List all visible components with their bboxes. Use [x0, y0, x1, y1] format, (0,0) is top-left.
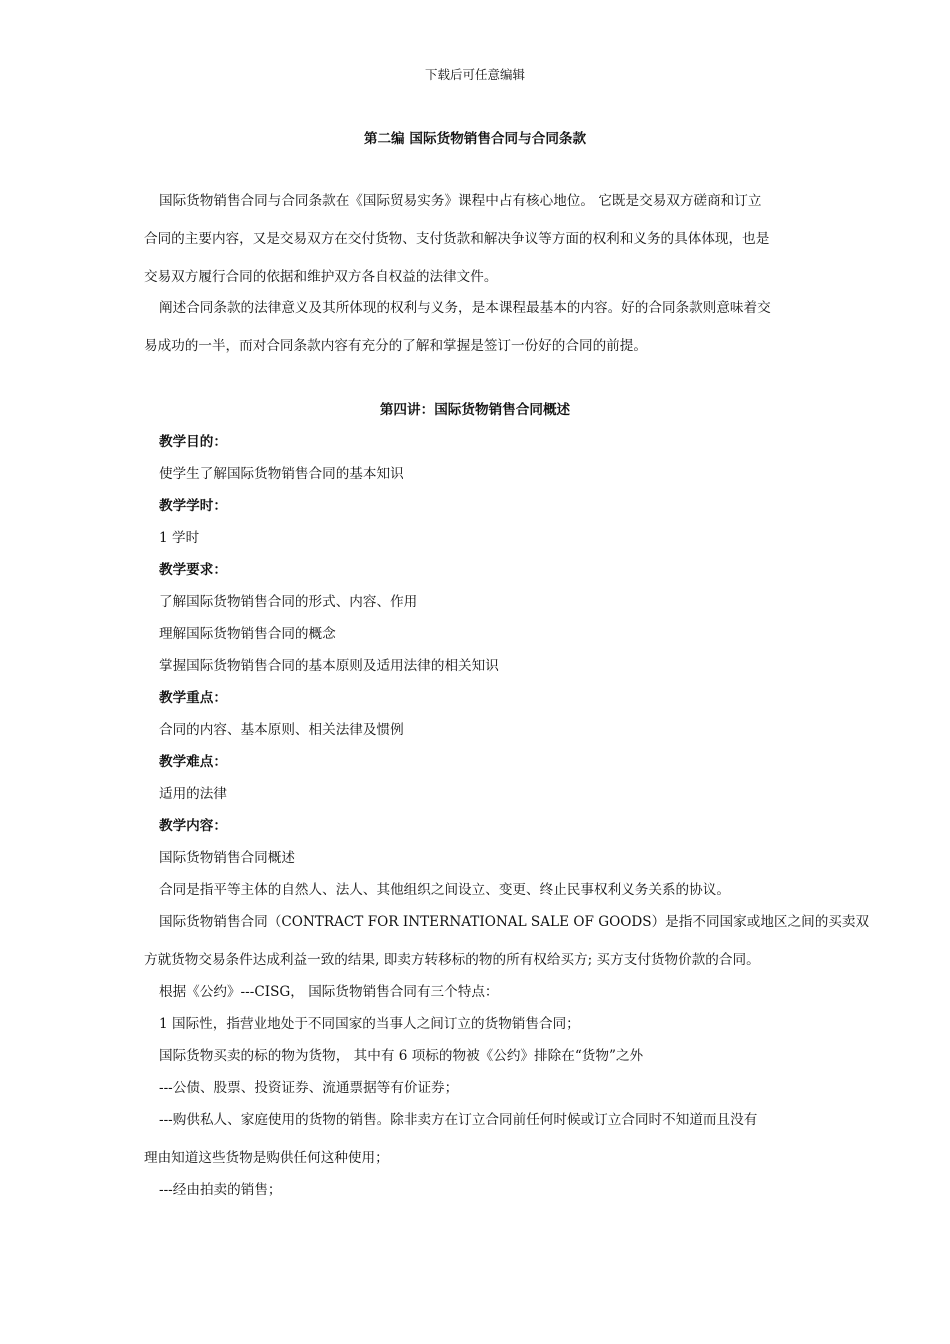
content-line: 根据《公约》---CISG， 国际货物销售合同有三个特点：: [159, 984, 499, 1000]
content-line: 国际货物销售合同概述: [159, 850, 295, 866]
requirement-item: 了解国际货物销售合同的形式、内容、作用: [159, 594, 418, 610]
content-line: ---公债、股票、投资证券、流通票据等有价证券；: [159, 1080, 459, 1096]
part-title: 第二编 国际货物销售合同与合同条款: [363, 131, 587, 147]
requirements-heading: 教学要求：: [159, 562, 227, 578]
hours-heading: 教学学时：: [159, 498, 227, 514]
intro-p2-line-1: 阐述合同条款的法律意义及其所体现的权利与义务，是本课程最基本的内容。好的合同条款则意味着交: [159, 300, 771, 316]
requirement-item: 掌握国际货物销售合同的基本原则及适用法律的相关知识: [159, 658, 499, 674]
intro-p1-line-3: 交易双方履行合同的依据和维护双方各自权益的法律文件。: [144, 269, 498, 285]
intro-p1-line-1: 国际货物销售合同与合同条款在《国际贸易实务》课程中占有核心地位。 它既是交易双方磋商和订立: [159, 193, 762, 209]
hours-text: 1 学时: [159, 530, 200, 546]
content-line: 理由知道这些货物是购供任何这种使用；: [144, 1150, 389, 1166]
objective-heading: 教学目的：: [159, 434, 227, 450]
content-line: 合同是指平等主体的自然人、法人、其他组织之间设立、变更、终止民事权利义务关系的协议。: [159, 882, 730, 898]
content-heading: 教学内容：: [159, 818, 227, 834]
key-points-heading: 教学重点：: [159, 690, 227, 706]
content-line: 1 国际性，指营业地处于不同国家的当事人之间订立的货物销售合同；: [159, 1016, 580, 1032]
difficulty-heading: 教学难点：: [159, 754, 227, 770]
content-line: ---经由拍卖的销售；: [159, 1182, 282, 1198]
objective-text: 使学生了解国际货物销售合同的基本知识: [159, 466, 404, 482]
intro-p1-line-2: 合同的主要内容，又是交易双方在交付货物、支付货款和解决争议等方面的权利和义务的具体体现，也是: [144, 231, 770, 247]
intro-p2-line-2: 易成功的一半，而对合同条款内容有充分的了解和掌握是签订一份好的合同的前提。: [144, 338, 647, 354]
content-line: 方就货物交易条件达成利益一致的结果, 即卖方转移标的物的所有权给买方; 买方支付货物价款的合同。: [144, 952, 760, 968]
content-line: 国际货物买卖的标的物为货物， 其中有 6 项标的物被《公约》排除在“货物”之外: [159, 1048, 644, 1064]
difficulty-text: 适用的法律: [159, 786, 227, 802]
content-line: 国际货物销售合同（CONTRACT FOR INTERNATIONAL SALE OF GOODS）是指不同国家或地区之间的买卖双: [159, 914, 870, 930]
requirement-item: 理解国际货物销售合同的概念: [159, 626, 336, 642]
lecture-title: 第四讲：国际货物销售合同概述: [379, 402, 571, 418]
content-line: ---购供私人、家庭使用的货物的销售。除非卖方在订立合同前任何时候或订立合同时不知道而且没有: [159, 1112, 758, 1128]
key-points-text: 合同的内容、基本原则、相关法律及惯例: [159, 722, 404, 738]
page-header-note: 下载后可任意编辑: [424, 67, 525, 82]
